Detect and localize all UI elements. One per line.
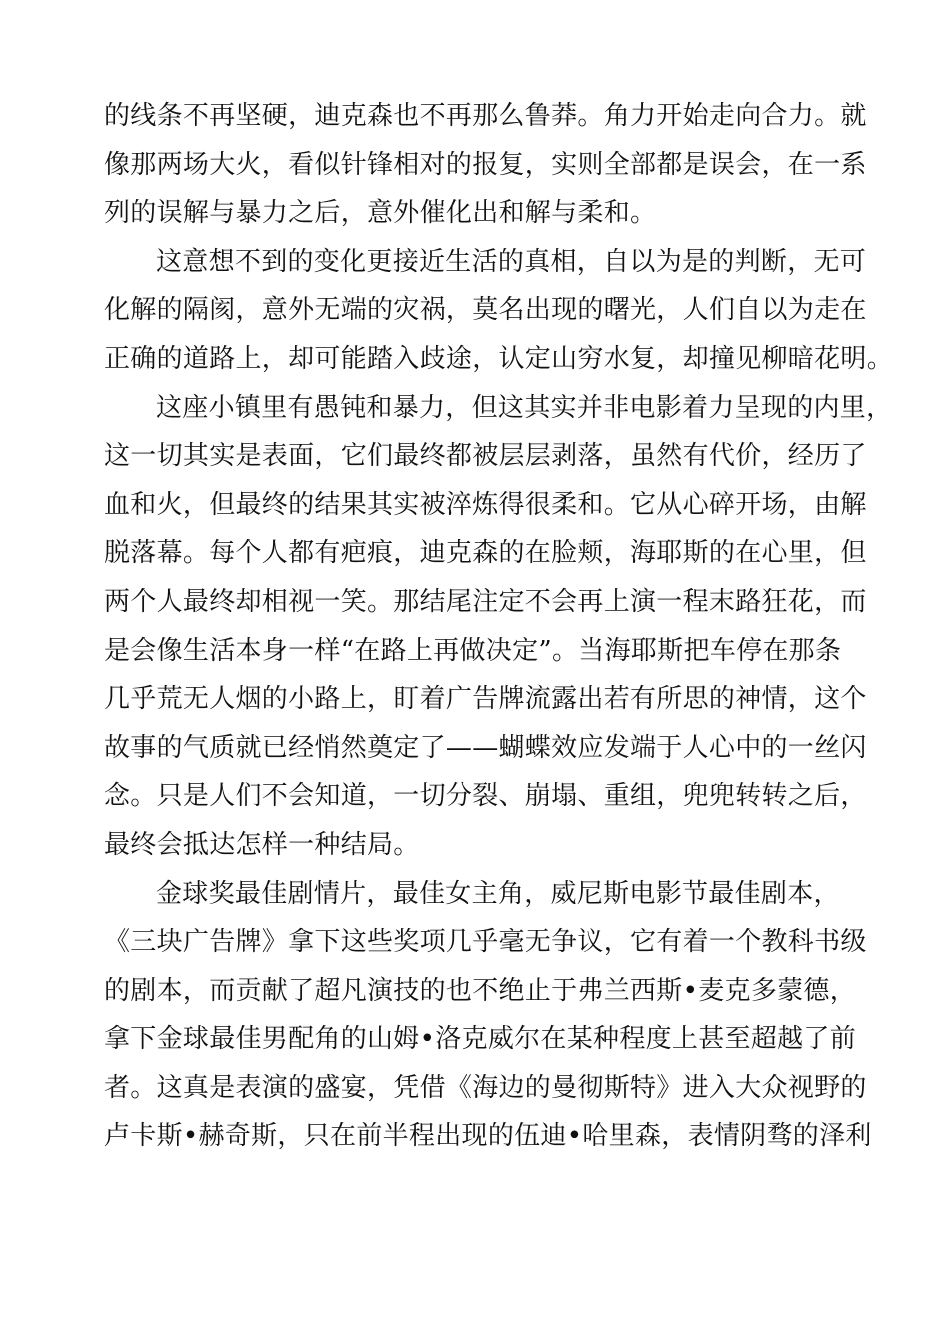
text-line: 《三块广告牌》拿下这些奖项几乎毫无争议，它有着一个教科书级: [104, 927, 867, 958]
body-text: [104, 92, 894, 1161]
text-line: 者。这真是表演的盛宴，凭借《海边的曼彻斯特》进入大众视野的: [104, 1072, 867, 1103]
text-line: 故事的气质就已经悄然奠定了——蝴蝶效应发端于人心中的一丝闪: [104, 732, 867, 763]
text-line: 化解的隔阂，意外无端的灾祸，莫名出现的曙光，人们自以为走在: [104, 295, 867, 326]
text-line: 拿下金球最佳男配角的山姆•洛克威尔在某种程度上甚至超越了前: [104, 1024, 857, 1055]
text-line: 列的误解与暴力之后，意外催化出和解与柔和。: [104, 198, 657, 229]
text-line: 脱落幕。每个人都有疤痕，迪克森的在脸颊，海耶斯的在心里，但: [104, 538, 867, 569]
text-line: 的线条不再坚硬，迪克森也不再那么鲁莽。角力开始走向合力。就: [104, 101, 867, 131]
text-line: 血和火，但最终的结果其实被淬炼得很柔和。它从心碎开场，由解: [104, 489, 867, 520]
text-line: 最终会抵达怎样一种结局。: [104, 829, 420, 860]
text-line: 像那两场大火，看似针锋相对的报复，实则全部都是误会，在一系: [104, 149, 867, 180]
text-line: 两个人最终却相视一笑。那结尾注定不会再上演一程末路狂花，而: [104, 586, 867, 617]
text-line: 是会像生活本身一样“在路上再做决定”。当海耶斯把车停在那条: [104, 635, 842, 666]
text-line: 念。只是人们不会知道，一切分裂、崩塌、重组，兜兜转转之后，: [104, 781, 867, 812]
text-line: 这一切其实是表面，它们最终都被层层剥落，虽然有代价，经历了: [104, 441, 867, 472]
paragraph-first-line: 这座小镇里有愚钝和暴力，但这其实并非电影着力呈现的内里，: [156, 392, 893, 423]
text-line: 几乎荒无人烟的小路上，盯着广告牌流露出若有所思的神情，这个: [104, 684, 867, 715]
text-line: 的剧本，而贡献了超凡演技的也不绝止于弗兰西斯•麦克多蒙德，: [104, 975, 857, 1006]
paragraph-first-line: 这意想不到的变化更接近生活的真相，自以为是的判断，无可: [156, 246, 867, 277]
paragraph-first-line: 金球奖最佳剧情片，最佳女主角，威尼斯电影节最佳剧本，: [156, 878, 840, 909]
text-line: 正确的道路上，却可能踏入歧途，认定山穷水复，却撞见柳暗花明。: [104, 343, 894, 374]
text-line: 卢卡斯•赫奇斯，只在前半程出现的伍迪•哈里森，表情阴骛的泽利: [104, 1121, 872, 1152]
